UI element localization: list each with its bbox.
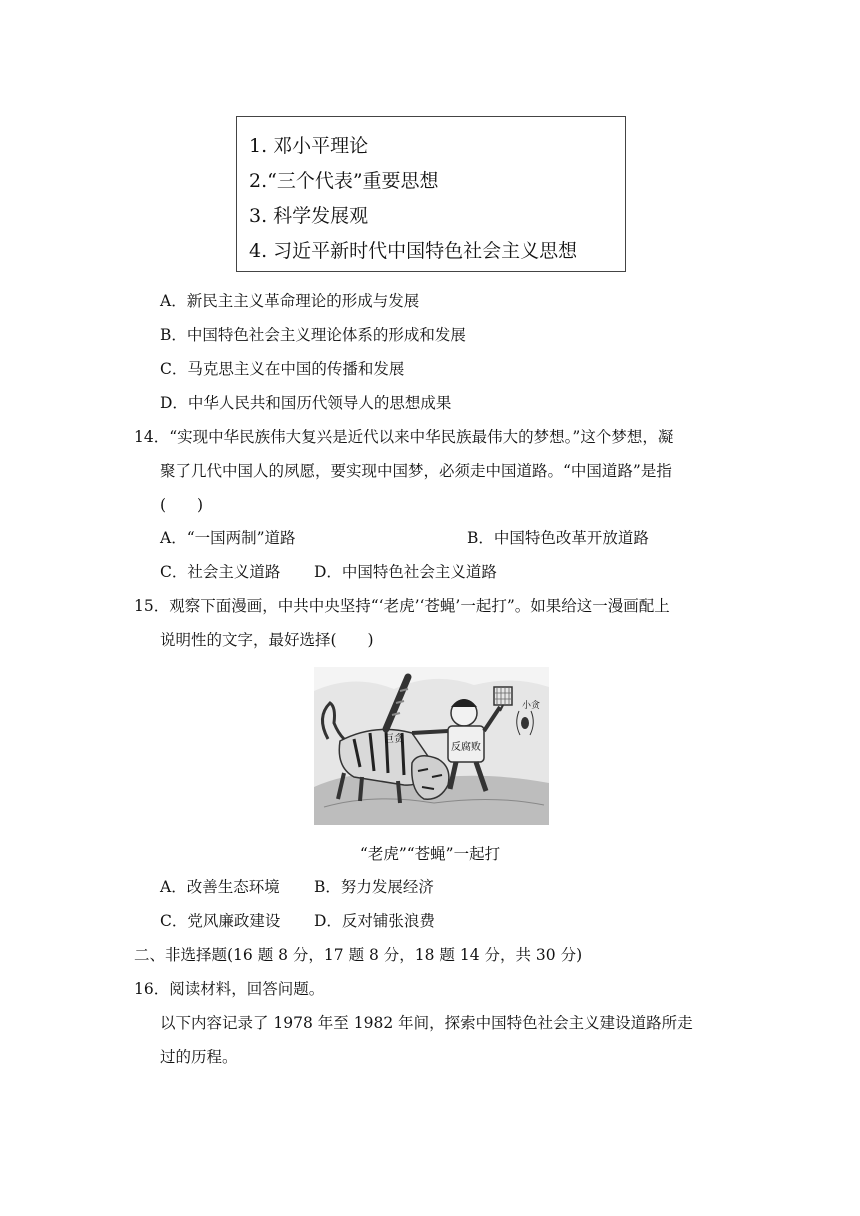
q15-stem-line2: 说明性的文字，最好选择( ): [160, 631, 374, 649]
q15-option-d: D．反对铺张浪费: [314, 912, 435, 930]
section-heading: 二、非选择题(16 题 8 分，17 题 8 分，18 题 14 分，共 30 分): [134, 946, 583, 964]
q14-stem-line1: 14．“实现中华民族伟大复兴是近代以来中华民族最伟大的梦想。”这个梦想，凝: [134, 428, 674, 446]
q14-option-b: B．中国特色改革开放道路: [467, 529, 649, 547]
q16-stem-line3: 过的历程。: [160, 1048, 238, 1066]
box-item: 4. 习近平新时代中国特色社会主义思想: [249, 240, 578, 262]
cartoon-caption: “老虎”“苍蝇”一起打: [359, 845, 501, 863]
anti-corruption-cartoon: [314, 667, 549, 825]
q13-option-b: B．中国特色社会主义理论体系的形成和发展: [160, 326, 466, 344]
box-item: 2.“三个代表”重要思想: [249, 170, 439, 192]
q14-stem-line2: 聚了几代中国人的夙愿，要实现中国梦，必须走中国道路。“中国道路”是指: [160, 462, 672, 480]
q13-option-d: D．中华人民共和国历代领导人的思想成果: [160, 394, 452, 412]
tiger-label: 巨贪: [384, 734, 404, 745]
q15-option-a: A．改善生态环境: [160, 878, 280, 896]
q15-option-c: C．党风廉政建设: [160, 912, 281, 930]
theory-box: [236, 116, 626, 272]
box-item: 1. 邓小平理论: [249, 135, 369, 157]
q16-stem-line1: 16．阅读材料，回答问题。: [134, 980, 325, 998]
q16-stem-line2: 以下内容记录了 1978 年至 1982 年间，探索中国特色社会主义建设道路所走: [160, 1014, 693, 1032]
fly-label: 小贪: [522, 701, 541, 711]
q14-option-c: C．社会主义道路: [160, 563, 281, 581]
q15-stem-line1: 15．观察下面漫画，中共中央坚持“‘老虎’‘苍蝇’一起打”。如果给这一漫画配上: [134, 597, 670, 615]
q13-option-c: C．马克思主义在中国的传播和发展: [160, 360, 405, 378]
man-label: 反腐败: [451, 742, 481, 753]
box-item: 3. 科学发展观: [249, 205, 369, 227]
q13-option-a: A．新民主主义革命理论的形成与发展: [160, 292, 420, 310]
q14-option-d: D．中国特色社会主义道路: [314, 563, 497, 581]
q14-option-a: A．“一国两制”道路: [160, 529, 296, 547]
q14-answer-blank: ( ): [160, 496, 204, 514]
q15-option-b: B．努力发展经济: [314, 878, 434, 896]
